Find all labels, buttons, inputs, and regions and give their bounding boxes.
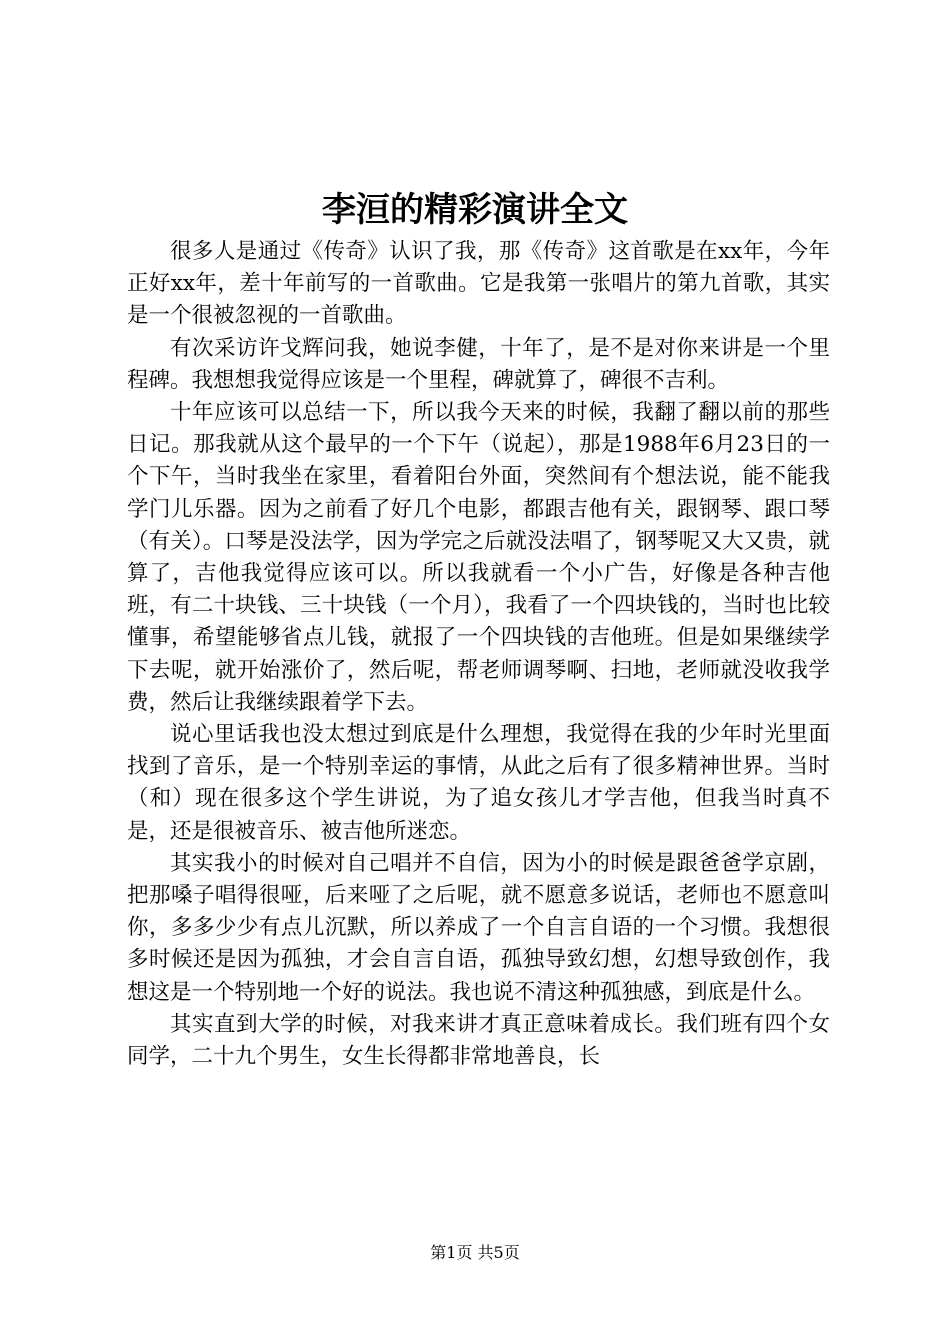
paragraph: 有次采访许戈辉问我，她说李健，十年了，是不是对你来讲是一个里程碑。我想想我觉得应该是一个里程，碑就算了，碑很不吉利。 <box>127 335 830 393</box>
paragraph: 说心里话我也没太想过到底是什么理想，我觉得在我的少年时光里面找到了音乐，是一个特别幸运的事情，从此之后有了很多精神世界。当时（和）现在很多这个学生讲说，为了追女孩儿才学吉他，但我当时真不是，还是很被音乐、被吉他所迷恋。 <box>127 722 830 844</box>
document-title: 李洹的精彩演讲全文 <box>322 190 628 230</box>
paragraph: 十年应该可以总结一下，所以我今天来的时候，我翻了翻以前的那些日记。那我就从这个最早的一个下午（说起），那是1988年6月23日的一个下午，当时我坐在家里，看着阳台外面，突然间有个想法说，能不能我学门儿乐器。因为之前看了好几个电影，都跟吉他有关，跟钢琴、跟口琴（有关）。口琴是没法学，因为学完之后就没法唱了，钢琴呢又大又贵，就算了，吉他我觉得应该可以。所以我就看一个小广告，好像是各种吉他班，有二十块钱、三十块钱（一个月），我看了一个四块钱的，当时也比较懂事，希望能够省点儿钱，就报了一个四块钱的吉他班。但是如果继续学下去呢，就开始涨价了，然后呢，帮老师调琴啊、扫地，老师就没收我学费，然后让我继续跟着学下去。 <box>127 400 830 715</box>
document-body <box>127 236 830 1073</box>
paragraph: 其实直到大学的时候，对我来讲才真正意味着成长。我们班有四个女同学，二十九个男生，女生长得都非常地善良，长 <box>127 1011 830 1070</box>
paragraph: 很多人是通过《传奇》认识了我，那《传奇》这首歌是在xx年，今年正好xx年，差十年前写的一首歌曲。它是我第一张唱片的第九首歌，其实是一个很被忽视的一首歌曲。 <box>127 239 830 329</box>
page-number-footer: 第1页 共5页 <box>430 1243 520 1262</box>
paragraph: 其实我小的时候对自己唱并不自信，因为小的时候是跟爸爸学京剧，把那嗓子唱得很哑，后来哑了之后呢，就不愿意多说话，老师也不愿意叫你，多多少少有点儿沉默，所以养成了一个自言自语的一个习惯。我想很多时候还是因为孤独，才会自言自语，孤独导致幻想，幻想导致创作，我想这是一个特别地一个好的说法。我也说不清这种孤独感，到底是什么。 <box>127 850 830 1005</box>
